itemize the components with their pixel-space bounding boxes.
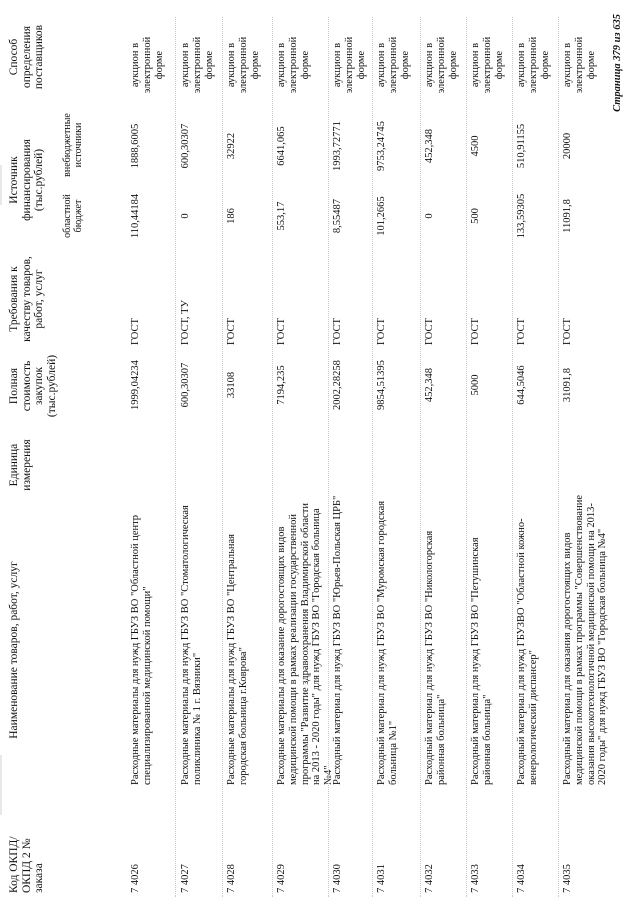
header-method: Способ определения поставщиков	[8, 24, 46, 90]
cell-method: аукцион в электронной форме	[130, 36, 165, 94]
cell-method: аукцион в электронной форме	[276, 36, 311, 94]
cell-name: Расходный материал для нужд ГБУЗ ВО "Муромская городская больница №1"	[376, 500, 399, 785]
row-divider	[222, 17, 223, 897]
cell-cost: 1999,04234	[130, 360, 141, 410]
cell-cost: 452,348	[424, 367, 435, 403]
cell-code: 7 4032	[424, 864, 435, 893]
cell-name: Расходные материалы для нужд ГБУЗ ВО "Центральная городская больница г.Коврова"	[226, 534, 249, 785]
cell-requirements: ГОСТ	[130, 318, 141, 345]
cell-cost: 7194,235	[276, 365, 287, 405]
header-source: Источник финансирования (тыс.рублей)	[8, 139, 46, 221]
cell-extra: 6641,065	[276, 126, 287, 166]
cell-regional: 500	[470, 208, 481, 224]
cell-method: аукцион в электронной форме	[424, 36, 459, 94]
cell-cost: 9854,51395	[376, 360, 387, 410]
header-cost: Полная стоимость закупок (тыс.рублей)	[8, 354, 58, 418]
cell-method: аукцион в электронной форме	[332, 36, 367, 94]
cell-extra: 4500	[470, 135, 481, 157]
cell-regional: 553,17	[276, 201, 287, 231]
cell-requirements: ГОСТ	[332, 318, 343, 345]
cell-code: 7 4028	[226, 864, 237, 893]
cell-extra: 32922	[226, 132, 237, 160]
row-divider	[512, 17, 513, 897]
cell-name: Расходный материал для нужд ГБУЗВО "Областной кожно-венерологический диспансер"	[516, 518, 539, 785]
cell-requirements: ГОСТ	[516, 318, 527, 345]
cell-cost: 644,5046	[516, 365, 527, 405]
cell-name: Расходные материалы для нужд ГБУЗ ВО "Стоматологическая поликлиника № 1 г. Вязники"	[180, 505, 203, 785]
cell-regional: 0	[180, 213, 191, 219]
cell-code: 7 4027	[180, 864, 191, 893]
header-requirements: Требования к качеству товаров, работ, услуг	[8, 256, 46, 342]
cell-name: Расходный материал для нужд ГБУЗ ВО "Петушинская районная больница"	[470, 537, 493, 785]
cell-method: аукцион в электронной форме	[376, 36, 411, 94]
cell-code: 7 4030	[332, 864, 343, 893]
cell-method: аукцион в электронной форме	[516, 36, 551, 94]
cell-code: 7 4033	[470, 864, 481, 893]
header-unit: Единица измерения	[8, 439, 33, 491]
cell-method: аукцион в электронной форме	[226, 36, 261, 94]
cell-code: 7 4035	[562, 864, 573, 893]
scan-artifact	[0, 165, 2, 205]
cell-name: Расходный материал для нужд ГБУЗ ВО "Юрьев-Польская ЦРБ"	[332, 495, 343, 785]
cell-requirements: ГОСТ	[376, 318, 387, 345]
row-divider	[175, 17, 176, 897]
cell-requirements: ГОСТ	[562, 318, 573, 345]
cell-cost: 33108	[226, 371, 237, 399]
cell-extra: 9753,24745	[376, 121, 387, 171]
cell-cost: 600,30307	[180, 362, 191, 408]
cell-regional: 8,55487	[332, 198, 343, 234]
cell-name: Расходный материал для оказания дорогостоящих видов медицинской помощи в рамках программы "Совершенствование оказания высокотехнологичной медицинской помощи на 2013-2020 годы" для нужд ГБУЗ ВО "Городская больница №4"	[562, 495, 609, 785]
cell-code: 7 4029	[276, 864, 287, 893]
cell-extra: 452,348	[424, 128, 435, 164]
page-number: Страница 379 из 635	[612, 14, 623, 112]
header-source-extra: внебюджетные источники	[62, 113, 84, 177]
header-name: Наименование товаров, работ, услуг	[8, 561, 20, 739]
row-divider	[272, 17, 273, 897]
cell-code: 7 4031	[376, 864, 387, 893]
cell-regional: 133,59305	[516, 193, 527, 239]
cell-requirements: ГОСТ	[276, 318, 287, 345]
header-source-regional: областной бюджет	[62, 194, 84, 238]
cell-cost: 5000	[470, 374, 481, 396]
cell-code: 7 4026	[130, 864, 141, 893]
header-code: Код ОКПД/ ОКПД 2 № заказа	[8, 836, 46, 893]
cell-cost: 2002,28258	[332, 360, 343, 410]
row-divider	[420, 17, 421, 897]
cell-regional: 11091,8	[562, 199, 573, 233]
cell-regional: 110,44184	[130, 193, 141, 239]
cell-method: аукцион в электронной форме	[470, 36, 505, 94]
cell-extra: 1993,72771	[332, 121, 343, 171]
cell-extra: 1888,6005	[130, 123, 141, 169]
cell-requirements: ГОСТ	[470, 318, 481, 345]
row-divider	[372, 17, 373, 897]
cell-requirements: ГОСТ, ТУ	[180, 300, 191, 345]
cell-code: 7 4034	[516, 864, 527, 893]
row-divider	[558, 17, 559, 897]
row-divider	[328, 17, 329, 897]
cell-extra: 600,30307	[180, 123, 191, 169]
cell-name: Расходный материал для нужд ГБУЗ ВО "Никологорская районная больница"	[424, 530, 447, 785]
cell-regional: 186	[226, 208, 237, 224]
cell-name: Расходные материалы для нужд ГБУЗ ВО "Областной центр специализированной медицинской помощи"	[130, 514, 153, 785]
scan-artifact	[0, 755, 2, 815]
cell-name: Расходные материалы для оказание дорогостоящих видов медицинской помощи в рамках реализации государственной программы "Развитие здравоохранения Владимирской области на 2013 - 2020 годы" для нужд ГБУЗ ВО "Городская больница №4"	[276, 503, 334, 785]
cell-method: аукцион в электронной форме	[562, 36, 597, 94]
cell-regional: 101,2665	[376, 196, 387, 236]
cell-method: аукцион в электронной форме	[180, 36, 215, 94]
cell-requirements: ГОСТ	[226, 318, 237, 345]
cell-extra: 510,91155	[516, 123, 527, 169]
cell-regional: 0	[424, 213, 435, 219]
cell-extra: 20000	[562, 132, 573, 160]
row-divider	[466, 17, 467, 897]
cell-requirements: ГОСТ	[424, 318, 435, 345]
cell-cost: 31091,8	[562, 367, 573, 403]
